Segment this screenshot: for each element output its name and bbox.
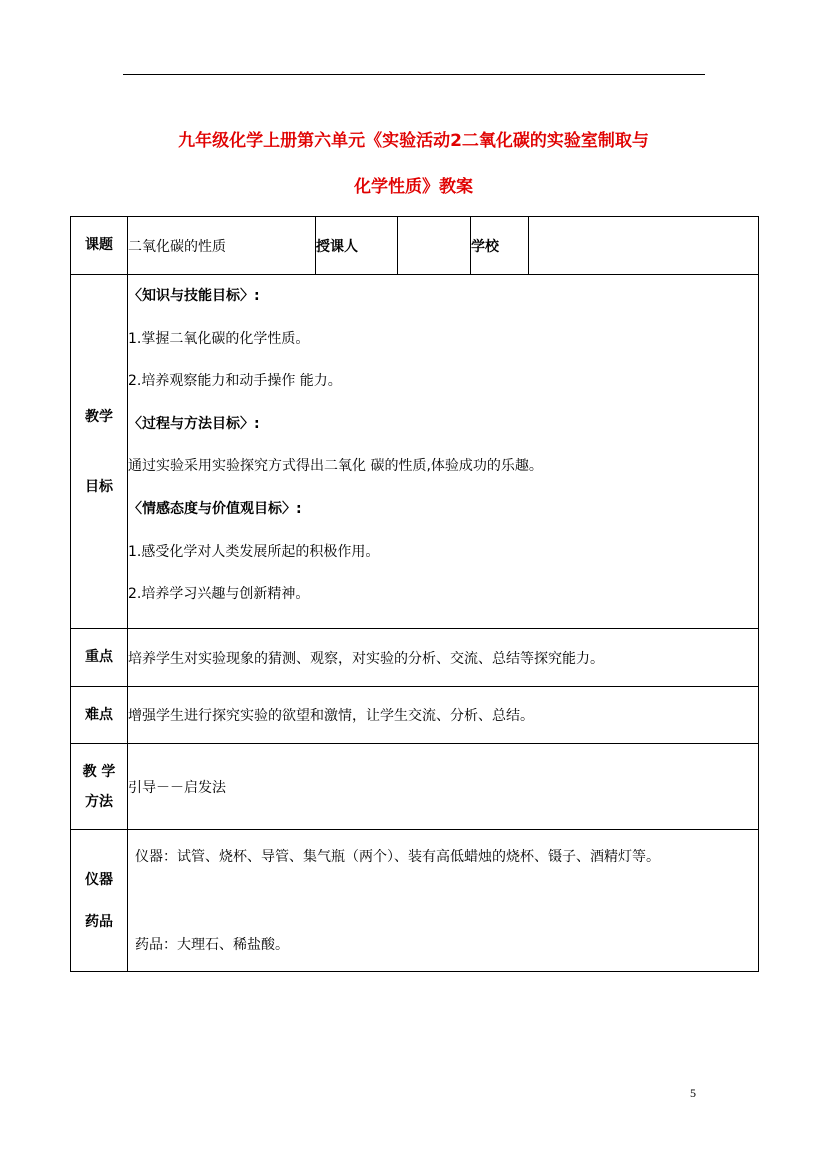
instruments-text: 仪器：试管、烧杯、导管、集气瓶（两个）、装有高低蜡烛的烧杯、镊子、酒精灯等。 bbox=[135, 849, 660, 865]
goals-content bbox=[128, 275, 759, 629]
goals-label-line-2: 目标 bbox=[85, 478, 113, 495]
method-value: 引导－－启发法 bbox=[128, 744, 759, 830]
difficulties-label: 难点 bbox=[71, 687, 128, 744]
goals-label bbox=[71, 275, 128, 629]
row-method bbox=[71, 744, 759, 830]
goal-item: 2.培养学习兴趣与创新精神。 bbox=[128, 586, 310, 603]
difficulties-value: 增强学生进行探究实验的欲望和激情，让学生交流、分析、总结。 bbox=[128, 687, 759, 744]
materials-label bbox=[71, 830, 128, 972]
school-label: 学校 bbox=[471, 217, 529, 275]
lesson-plan-table bbox=[70, 216, 759, 972]
goals-label-line-1: 教学 bbox=[85, 408, 113, 425]
method-label bbox=[71, 744, 128, 830]
materials-content bbox=[128, 830, 759, 972]
teacher-label: 授课人 bbox=[316, 217, 398, 275]
header-rule bbox=[123, 74, 705, 75]
materials-label-line-2: 药品 bbox=[85, 913, 113, 930]
page-number: 5 bbox=[690, 1086, 696, 1100]
row-difficulties bbox=[71, 687, 759, 744]
document-title-line-2: 化学性质》教案 bbox=[354, 177, 473, 197]
teacher-value bbox=[398, 217, 471, 275]
method-label-line-2: 方法 bbox=[85, 793, 113, 810]
reagents-text: 药品：大理石、稀盐酸。 bbox=[135, 937, 289, 953]
goal-item: 2.培养观察能力和动手操作 能力。 bbox=[128, 373, 342, 390]
key-points-label: 重点 bbox=[71, 629, 128, 687]
method-label-line-1: 教 学 bbox=[82, 763, 116, 780]
goal-item: 通过实验采用实验探究方式得出二氧化 碳的性质,体验成功的乐趣。 bbox=[128, 458, 543, 475]
goal-heading: 〈情感态度与价值观目标〉: bbox=[128, 500, 302, 517]
row-materials bbox=[71, 830, 759, 972]
document-title-line-1: 九年级化学上册第六单元《实验活动2二氧化碳的实验室制取与 bbox=[178, 131, 649, 151]
school-value bbox=[529, 217, 759, 275]
topic-value: 二氧化碳的性质 bbox=[128, 217, 316, 275]
goal-item: 1.掌握二氧化碳的化学性质。 bbox=[128, 330, 310, 347]
materials-label-line-1: 仪器 bbox=[85, 871, 113, 888]
goal-heading: 〈知识与技能目标〉: bbox=[128, 288, 260, 304]
goal-heading: 〈过程与方法目标〉: bbox=[128, 415, 260, 432]
key-points-value: 培养学生对实验现象的猜测、观察，对实验的分析、交流、总结等探究能力。 bbox=[128, 629, 759, 687]
goal-item: 1.感受化学对人类发展所起的积极作用。 bbox=[128, 543, 380, 560]
row-topic bbox=[71, 217, 759, 275]
row-goals bbox=[71, 275, 759, 629]
row-key-points bbox=[71, 629, 759, 687]
topic-label: 课题 bbox=[71, 217, 128, 275]
